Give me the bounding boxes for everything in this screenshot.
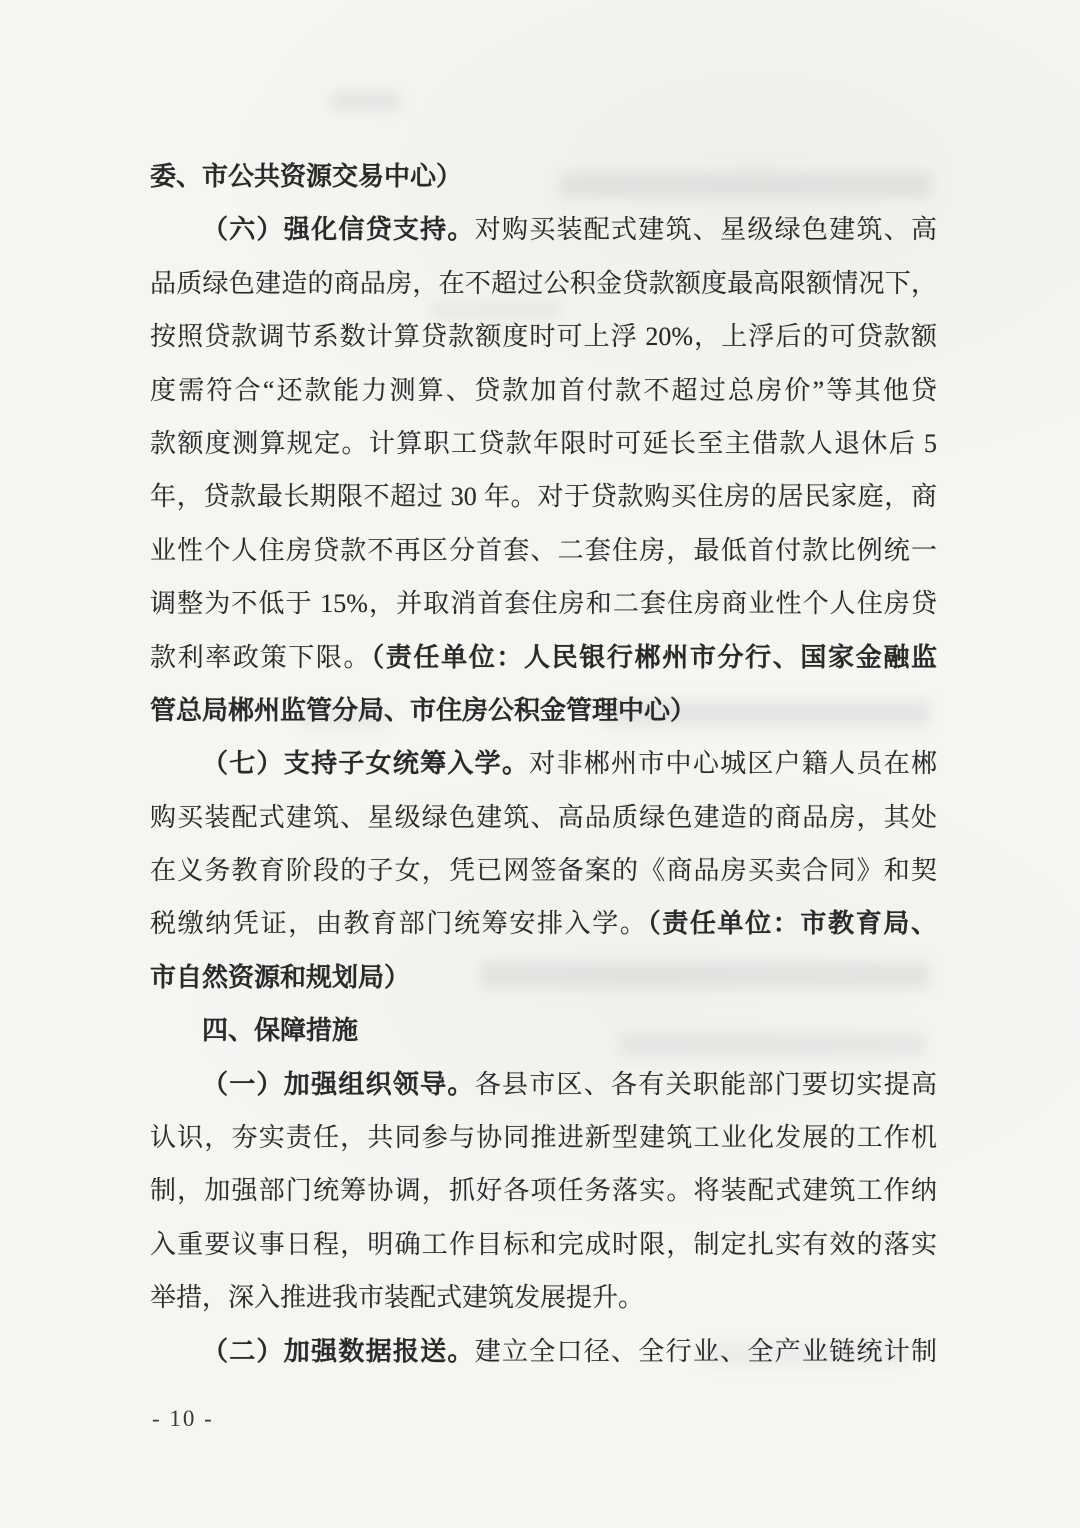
text-run-bold: 管总局郴州监管分局、市住房公积金管理中心）: [150, 695, 697, 725]
text-run-bold: （二）加强数据报送。: [202, 1336, 475, 1366]
text-run: 购买装配式建筑、星级绿色建筑、高品质绿色建造的商品房，其处: [150, 802, 937, 832]
text-run: 款额度测算规定。计算职工贷款年限时可延长至主借款人退休后 5: [150, 428, 937, 458]
text-run: 年，贷款最长期限不超过 30 年。对于贷款购买住房的居民家庭，商: [150, 482, 937, 512]
text-run-bold: 委、市公共资源交易中心）: [150, 162, 463, 191]
text-run: 举措，深入推进我市装配式建筑发展提升。: [150, 1283, 645, 1313]
text-line: [150, 897, 937, 950]
text-run-bold: （责任单位：市教育局、: [647, 909, 937, 939]
text-run: 调整为不低于 15%，并取消首套住房和二套住房商业性个人住房贷: [150, 589, 937, 619]
text-line: [150, 577, 937, 630]
text-run-bold: 市自然资源和规划局）: [150, 962, 411, 992]
text-line: [150, 1271, 937, 1324]
text-block: [150, 150, 937, 1378]
text-line: [150, 203, 937, 256]
text-line: [150, 1111, 937, 1164]
text-run: 款利率政策下限。: [150, 642, 372, 672]
text-run: 对购买装配式建筑、星级绿色建筑、高: [474, 215, 937, 245]
text-line: [150, 150, 937, 203]
text-run: 认识，夯实责任，共同参与协同推进新型建筑工业化发展的工作机: [150, 1123, 937, 1153]
text-line: [150, 1164, 937, 1217]
text-line: [150, 364, 937, 417]
text-line: [150, 1218, 937, 1271]
text-run-bold: 四、保障措施: [202, 1015, 359, 1046]
text-run-bold: （六）强化信贷支持。: [202, 215, 475, 245]
text-line: [150, 791, 937, 844]
text-line: [150, 1058, 937, 1111]
text-run: 按照贷款调节系数计算贷款额度时可上浮 20%，上浮后的可贷款额: [150, 322, 937, 352]
text-run: 品质绿色建造的商品房，在不超过公积金贷款额度最高限额情况下，: [150, 268, 937, 298]
text-run: 对非郴州市中心城区户籍人员在郴: [529, 749, 937, 779]
bleed-through-artifact: [330, 92, 400, 110]
text-line: [150, 737, 937, 790]
text-line: [150, 951, 937, 1004]
text-line: [150, 257, 937, 310]
text-run-bold: （责任单位：人民银行郴州市分行、国家金融监: [371, 642, 937, 672]
text-run: 入重要议事日程，明确工作目标和完成时限，制定扎实有效的落实: [150, 1229, 937, 1259]
text-run-bold: （七）支持子女统筹入学。: [202, 749, 530, 779]
text-line: [150, 1325, 937, 1378]
text-run: 各县市区、各有关职能部门要切实提高: [474, 1069, 937, 1099]
text-run: 业性个人住房贷款不再区分首套、二套住房，最低首付款比例统一: [150, 535, 937, 565]
text-line: [150, 524, 937, 577]
text-run: 建立全口径、全行业、全产业链统计制: [474, 1336, 937, 1366]
text-line: [150, 310, 937, 363]
text-run: 制，加强部门统筹协调，抓好各项任务落实。将装配式建筑工作纳: [150, 1176, 937, 1206]
text-run: 税缴纳凭证，由教育部门统筹安排入学。: [150, 909, 648, 939]
section-heading: [150, 1004, 937, 1057]
text-line: [150, 631, 937, 684]
page-number: - 10 -: [152, 1406, 214, 1431]
text-line: [150, 684, 937, 737]
text-line: [150, 844, 937, 897]
text-line: [150, 470, 937, 523]
text-run: 在义务教育阶段的子女，凭已网签备案的《商品房买卖合同》和契: [150, 856, 937, 886]
text-run: 度需符合“还款能力测算、贷款加首付款不超过总房价”等其他贷: [150, 375, 937, 405]
text-line: [150, 417, 937, 470]
text-run-bold: （一）加强组织领导。: [202, 1069, 475, 1099]
